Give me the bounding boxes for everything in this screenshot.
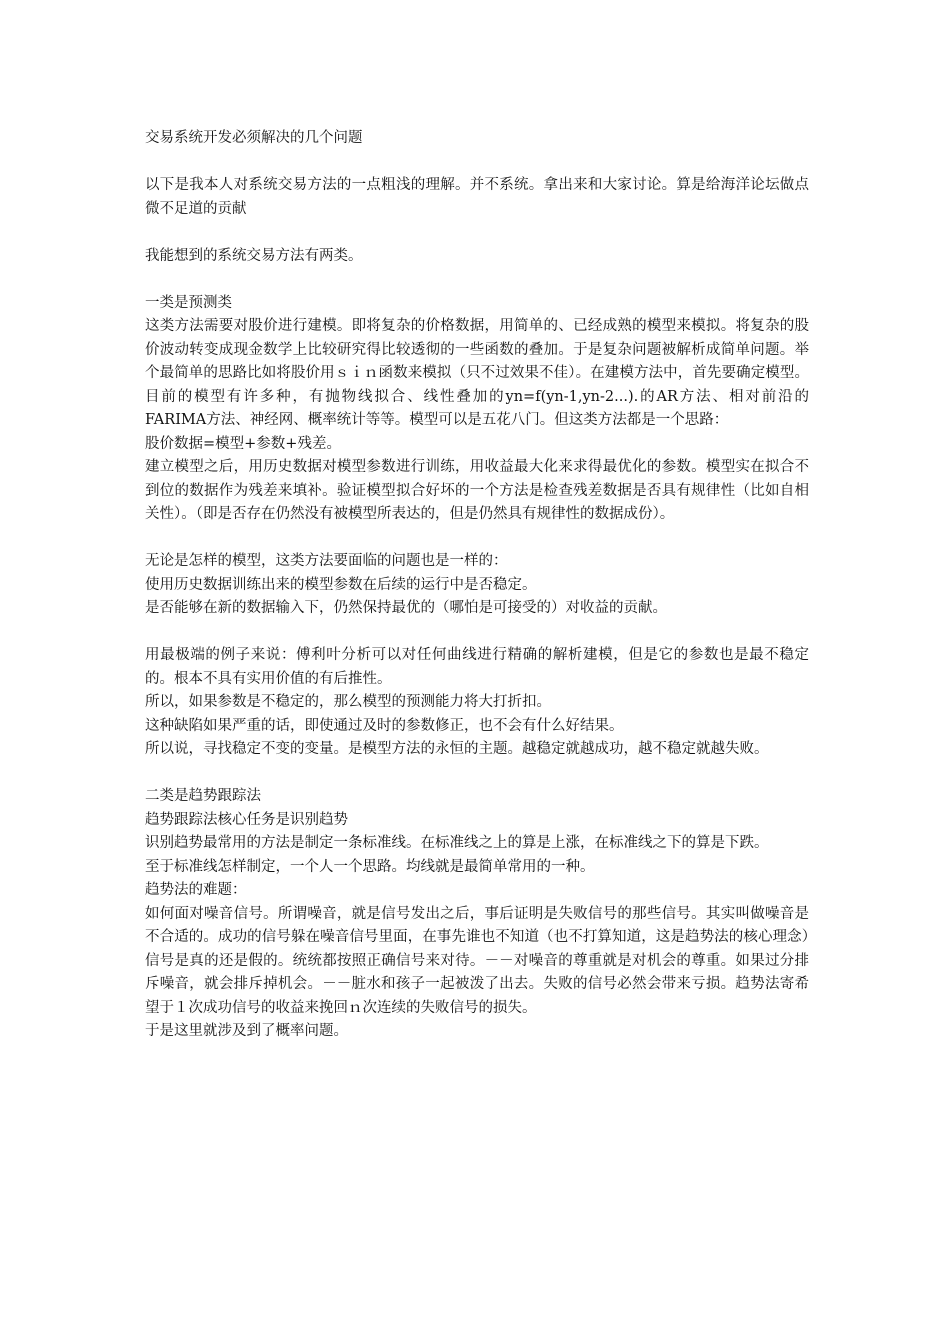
paragraph-intro: 以下是我本人对系统交易方法的一点粗浅的理解。并不系统。拿出来和大家讨论。算是给海洋论坛做点微不足道的贡献 bbox=[145, 177, 809, 217]
paragraph-unstable-params: 所以，如果参数是不稳定的，那么模型的预测能力将大打折扣。 bbox=[145, 694, 551, 710]
paragraph-moving-average: 至于标准线怎样制定，一个人一个思路。均线就是最简单常用的一种。 bbox=[145, 858, 595, 875]
paragraph-new-data: 是否能够在新的数据输入下，仍然保持最优的（哪怕是可接受的）对收益的贡献。 bbox=[145, 600, 667, 616]
paragraph-two-kinds: 我能想到的系统交易方法有两类。 bbox=[145, 247, 363, 264]
paragraph-gap bbox=[145, 268, 809, 292]
paragraph-gap bbox=[145, 221, 809, 245]
paragraph-probability: 于是这里就涉及到了概率问题。 bbox=[145, 1023, 348, 1039]
paragraph-problems: 无论是怎样的模型，这类方法要面临的问题也是一样的： bbox=[145, 553, 508, 569]
section-heading-trend: 二类是趋势跟踪法 bbox=[145, 788, 261, 804]
paragraph-gap bbox=[145, 151, 809, 175]
paragraph-stability: 使用历史数据训练出来的模型参数在后续的运行中是否稳定。 bbox=[145, 576, 537, 593]
document-page bbox=[145, 127, 809, 1044]
paragraph-noise: 如何面对噪音信号。所谓噪音，就是信号发出之后，事后证明是失败信号的那些信号。其实叫做噪音是不合适的。成功的信号躲在噪音信号里面，在事先谁也不知道（也不打算知道，这是趋势法的核心理念）信号是真的还是假的。统统都按照正确信号来对待。－－对噪音的尊重就是对机会的尊重。如果过分排斥噪音，就会排斥掉机会。－－脏水和孩子一起被泼了出去。失败的信号必然会带来亏损。趋势法寄希望于１次成功信号的收益来挽回ｎ次连续的失败信号的损失。 bbox=[145, 905, 809, 1016]
paragraph-defect: 这种缺陷如果严重的话，即使通过及时的参数修正，也不会有什么好结果。 bbox=[145, 717, 624, 734]
paragraph-trend-difficulty: 趋势法的难题： bbox=[145, 882, 247, 898]
paragraph-stable-variable: 所以说，寻找稳定不变的变量。是模型方法的永恒的主题。越稳定就越成功，越不稳定就越失败。 bbox=[145, 741, 769, 757]
paragraph-gap bbox=[145, 762, 809, 786]
paragraph-formula: 股价数据=模型+参数+残差。 bbox=[145, 435, 341, 452]
paragraph-standard-line: 识别趋势最常用的方法是制定一条标准线。在标准线之上的算是上涨，在标准线之下的算是下跌。 bbox=[145, 835, 769, 851]
paragraph-modeling: 这类方法需要对股价进行建模。即将复杂的价格数据，用简单的、已经成熟的模型来模拟。将复杂的股价波动转变成现金数学上比较研究得比较透彻的一些函数的叠加。于是复杂问题被解析成简单问题。举个最简单的思路比如将股价用ｓｉｎ函数来模拟（只不过效果不佳）。在建模方法中，首先要确定模型。目前的模型有许多种，有抛物线拟合、线性叠加的yn=f(yn-1,yn-2...).的AR方法、相对前沿的FARIMA方法、神经网、概率统计等等。模型可以是五花八门。但这类方法都是一个思路： bbox=[145, 318, 809, 428]
section-heading-prediction: 一类是预测类 bbox=[145, 294, 232, 311]
paragraph-fourier: 用最极端的例子来说：傅利叶分析可以对任何曲线进行精确的解析建模，但是它的参数也是最不稳定的。根本不具有实用价值的有后推性。 bbox=[145, 647, 809, 687]
paragraph-gap bbox=[145, 527, 809, 551]
document-title: 交易系统开发必须解决的几个问题 bbox=[145, 130, 363, 146]
paragraph-training: 建立模型之后，用历史数据对模型参数进行训练，用收益最大化来求得最优化的参数。模型实在拟合不到位的数据作为残差来填补。验证模型拟合好坏的一个方法是检查残差数据是否具有规律性（比如自相关性）。（即是否存在仍然没有被模型所表达的，但是仍然具有规律性的数据成份）。 bbox=[145, 459, 809, 522]
paragraph-trend-core: 趋势跟踪法核心任务是识别趋势 bbox=[145, 811, 348, 828]
paragraph-gap bbox=[145, 621, 809, 645]
